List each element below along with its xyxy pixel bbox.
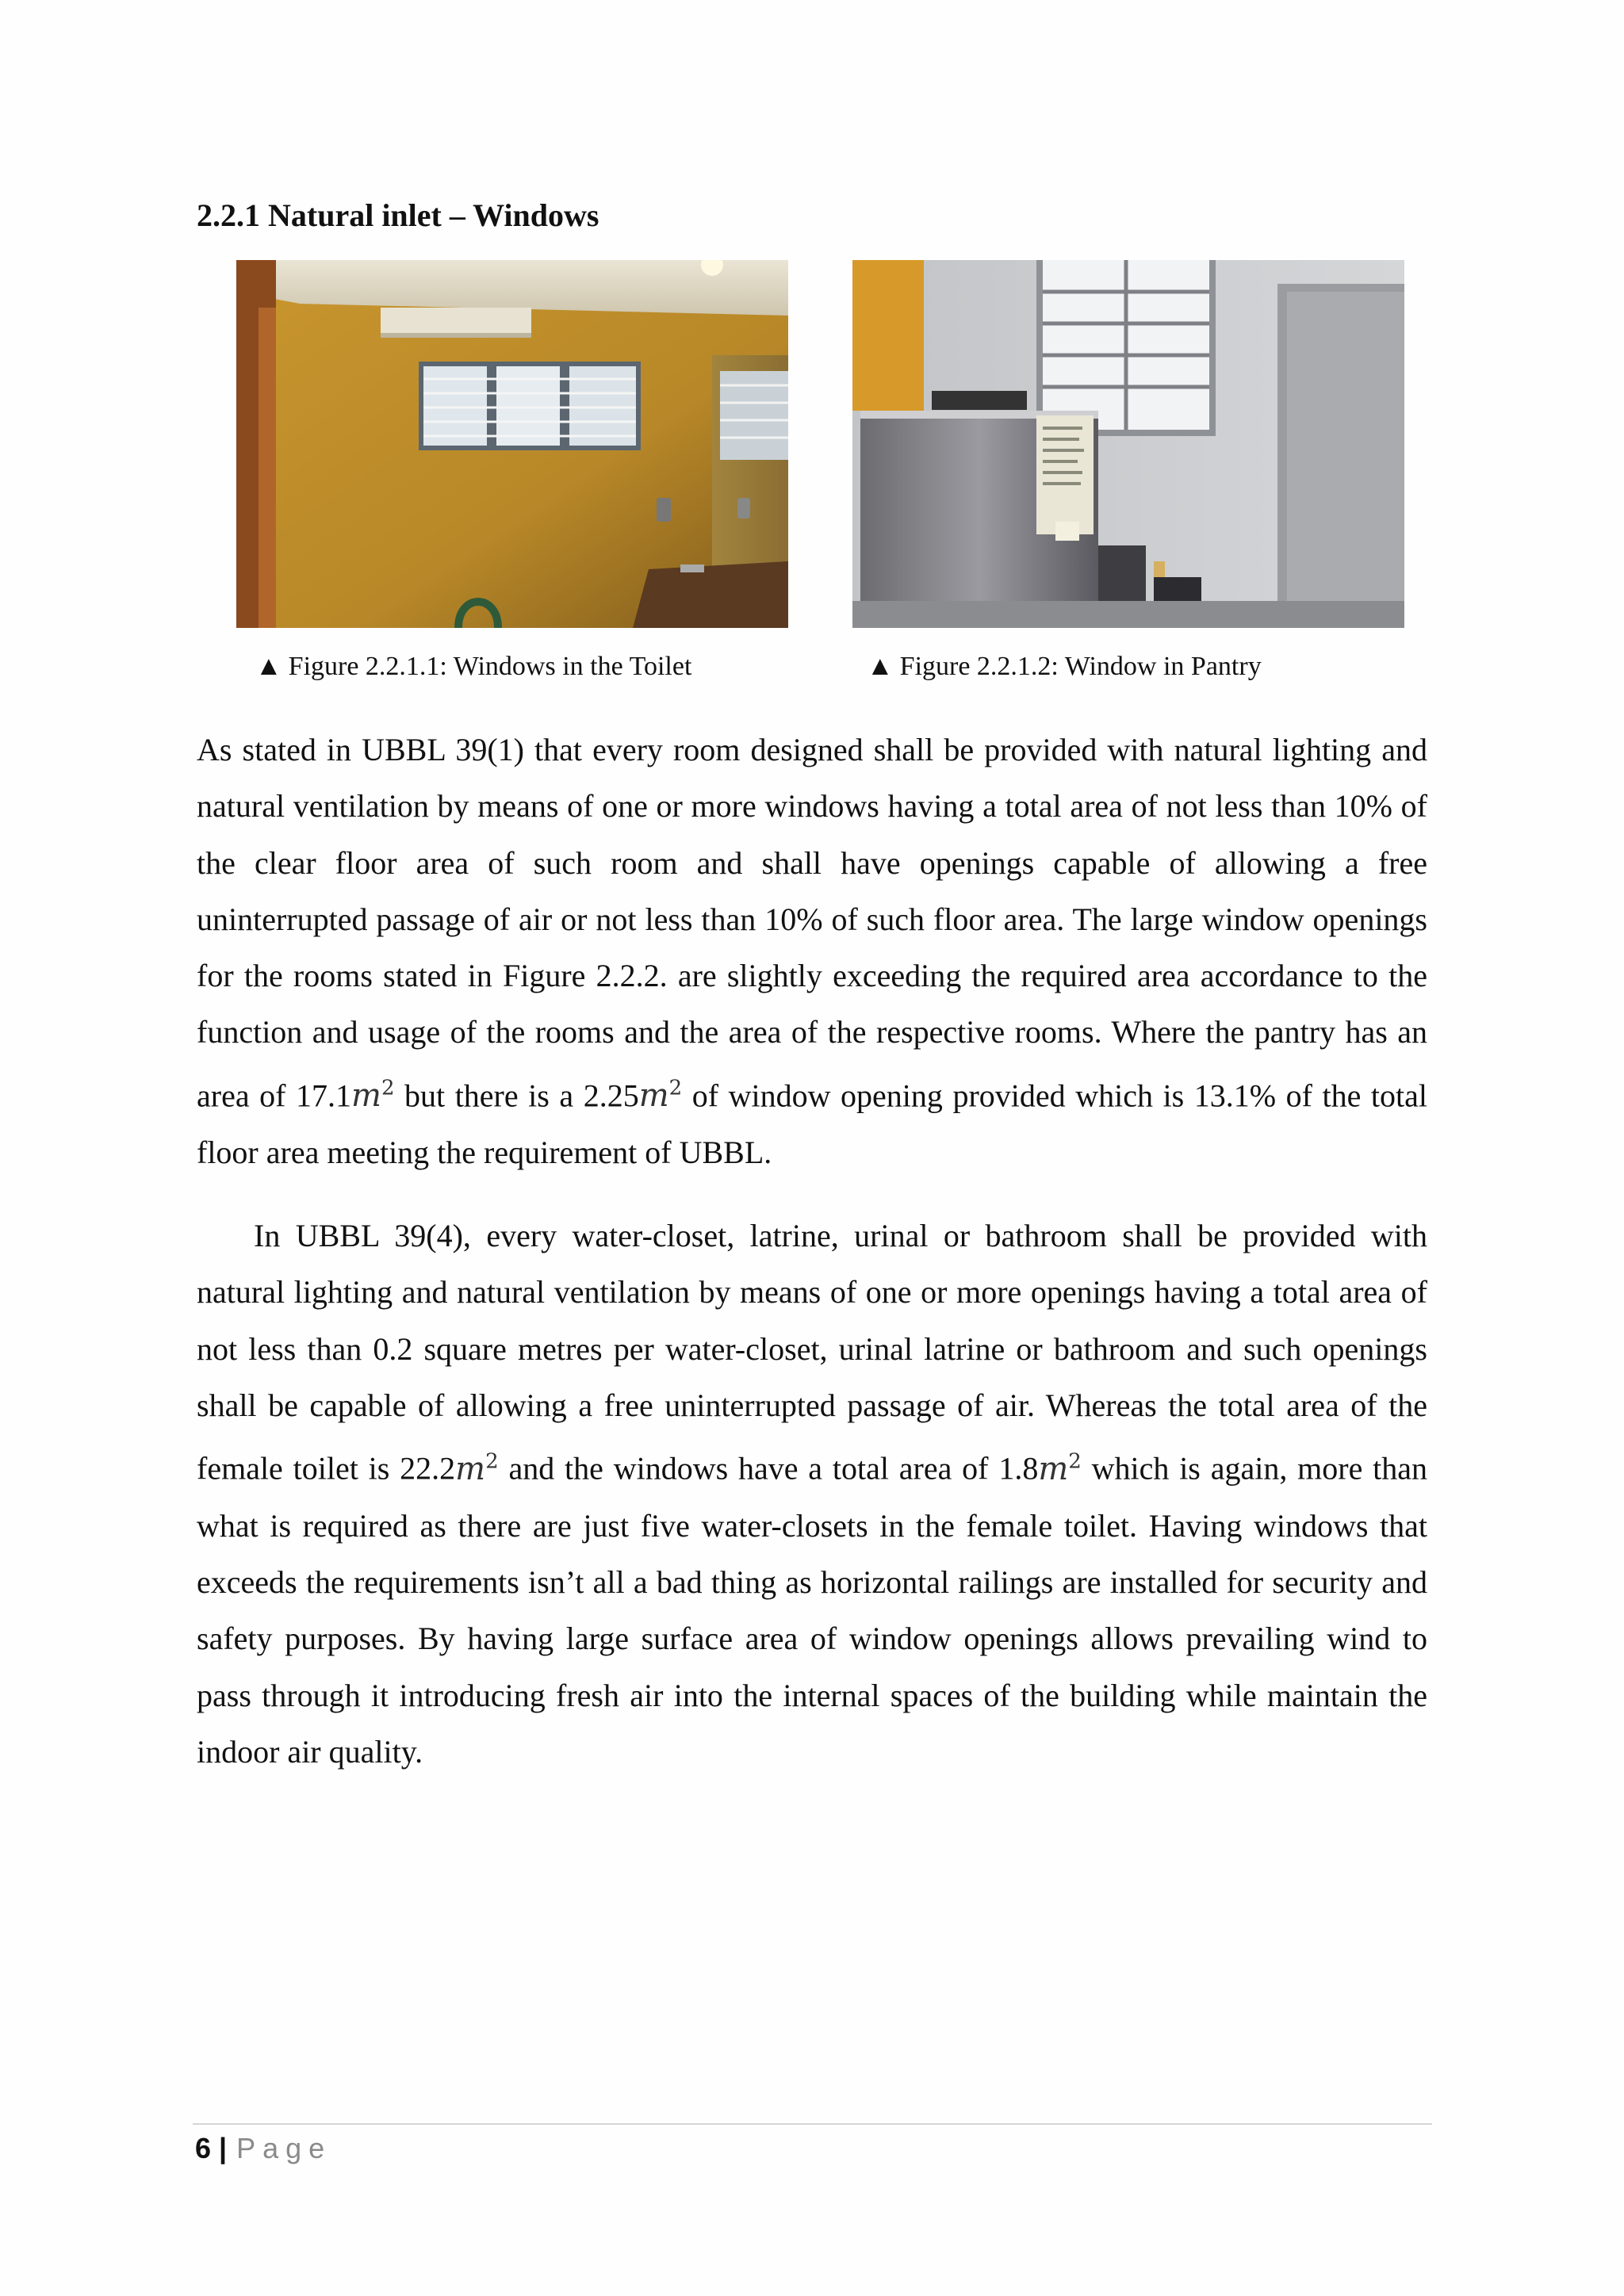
section-heading: 2.2.1 Natural inlet – Windows [197, 197, 599, 233]
unit-exponent: 2 [485, 1449, 499, 1474]
triangle-icon: ▲ [867, 652, 894, 681]
page-label: Page [236, 2132, 332, 2164]
figure-caption-text: Figure 2.2.1.1: Windows in the Toilet [288, 652, 692, 681]
unit-base: m [638, 1077, 669, 1115]
page-footer [195, 2130, 331, 2168]
figure-caption-toilet [255, 649, 691, 685]
figure-caption-pantry [867, 649, 1262, 685]
photo-pantry-window [852, 260, 1404, 628]
pantry-photo-illustration [852, 260, 1404, 628]
paragraph-text: and the windows have a total area of 1.8 [498, 1450, 1039, 1487]
photo-toilet-windows [236, 260, 788, 628]
body-paragraph-ubbl-39-4 [197, 1207, 1427, 1780]
unit-base: m [1038, 1450, 1069, 1487]
footer-separator: | [219, 2132, 228, 2164]
unit-square-metres [1038, 1451, 1081, 1487]
body-paragraph-ubbl-39-1 [197, 721, 1427, 1181]
toilet-photo-illustration [236, 260, 788, 628]
unit-exponent: 2 [1068, 1449, 1082, 1474]
footer-divider [193, 2123, 1432, 2125]
unit-exponent: 2 [668, 1076, 683, 1100]
paragraph-text: of window opening provided which is 13.1% of the total floor area meeting the requirement of UBBL. [197, 1077, 1427, 1171]
unit-base: m [351, 1077, 381, 1115]
triangle-icon: ▲ [255, 652, 282, 681]
unit-exponent: 2 [381, 1076, 395, 1100]
unit-base: m [455, 1450, 486, 1487]
paragraph-text: In UBBL 39(4), every water-closet, latrine, urinal or bathroom shall be provided with natural lighting and natural ventilation by means of one or more openings having a total area of not less than 0.2 square metres per water-closet, urinal latrine or bathroom and such openings shall be capable of allowing a free uninterrupted passage of air. Whereas the total area of the female toilet is 22.2 [197, 1218, 1427, 1487]
unit-square-metres [639, 1077, 682, 1114]
paragraph-text: but there is a 2.25 [394, 1077, 639, 1114]
unit-square-metres [351, 1077, 394, 1114]
paragraph-text: which is again, more than what is required as there are just five water-closets in the female toilet. Having windows that exceeds the requirements isn’t all a bad thing as horizontal railings are installed for security and safety purposes. By having large surface area of window openings allows prevailing wind to pass through it introducing fresh air into the internal spaces of the building while maintain the indoor air quality. [197, 1450, 1428, 1770]
page-number: 6 [195, 2132, 212, 2164]
unit-square-metres [455, 1451, 498, 1487]
paragraph-text: As stated in UBBL 39(1) that every room designed shall be provided with natural lighting and natural ventilation by means of one or more windows having a total area of not less than 10% of the clear floor area of such room and shall have openings capable of allowing a free uninterrupted passage of air or not less than 10% of such floor area. The large window openings for the rooms stated in Figure 2.2.2. are slightly exceeding the required area accordance to the function and usage of the rooms and the area of the respective rooms. Where the pantry has an area of 17.1 [197, 732, 1427, 1114]
figure-caption-text: Figure 2.2.1.2: Window in Pantry [899, 652, 1262, 681]
